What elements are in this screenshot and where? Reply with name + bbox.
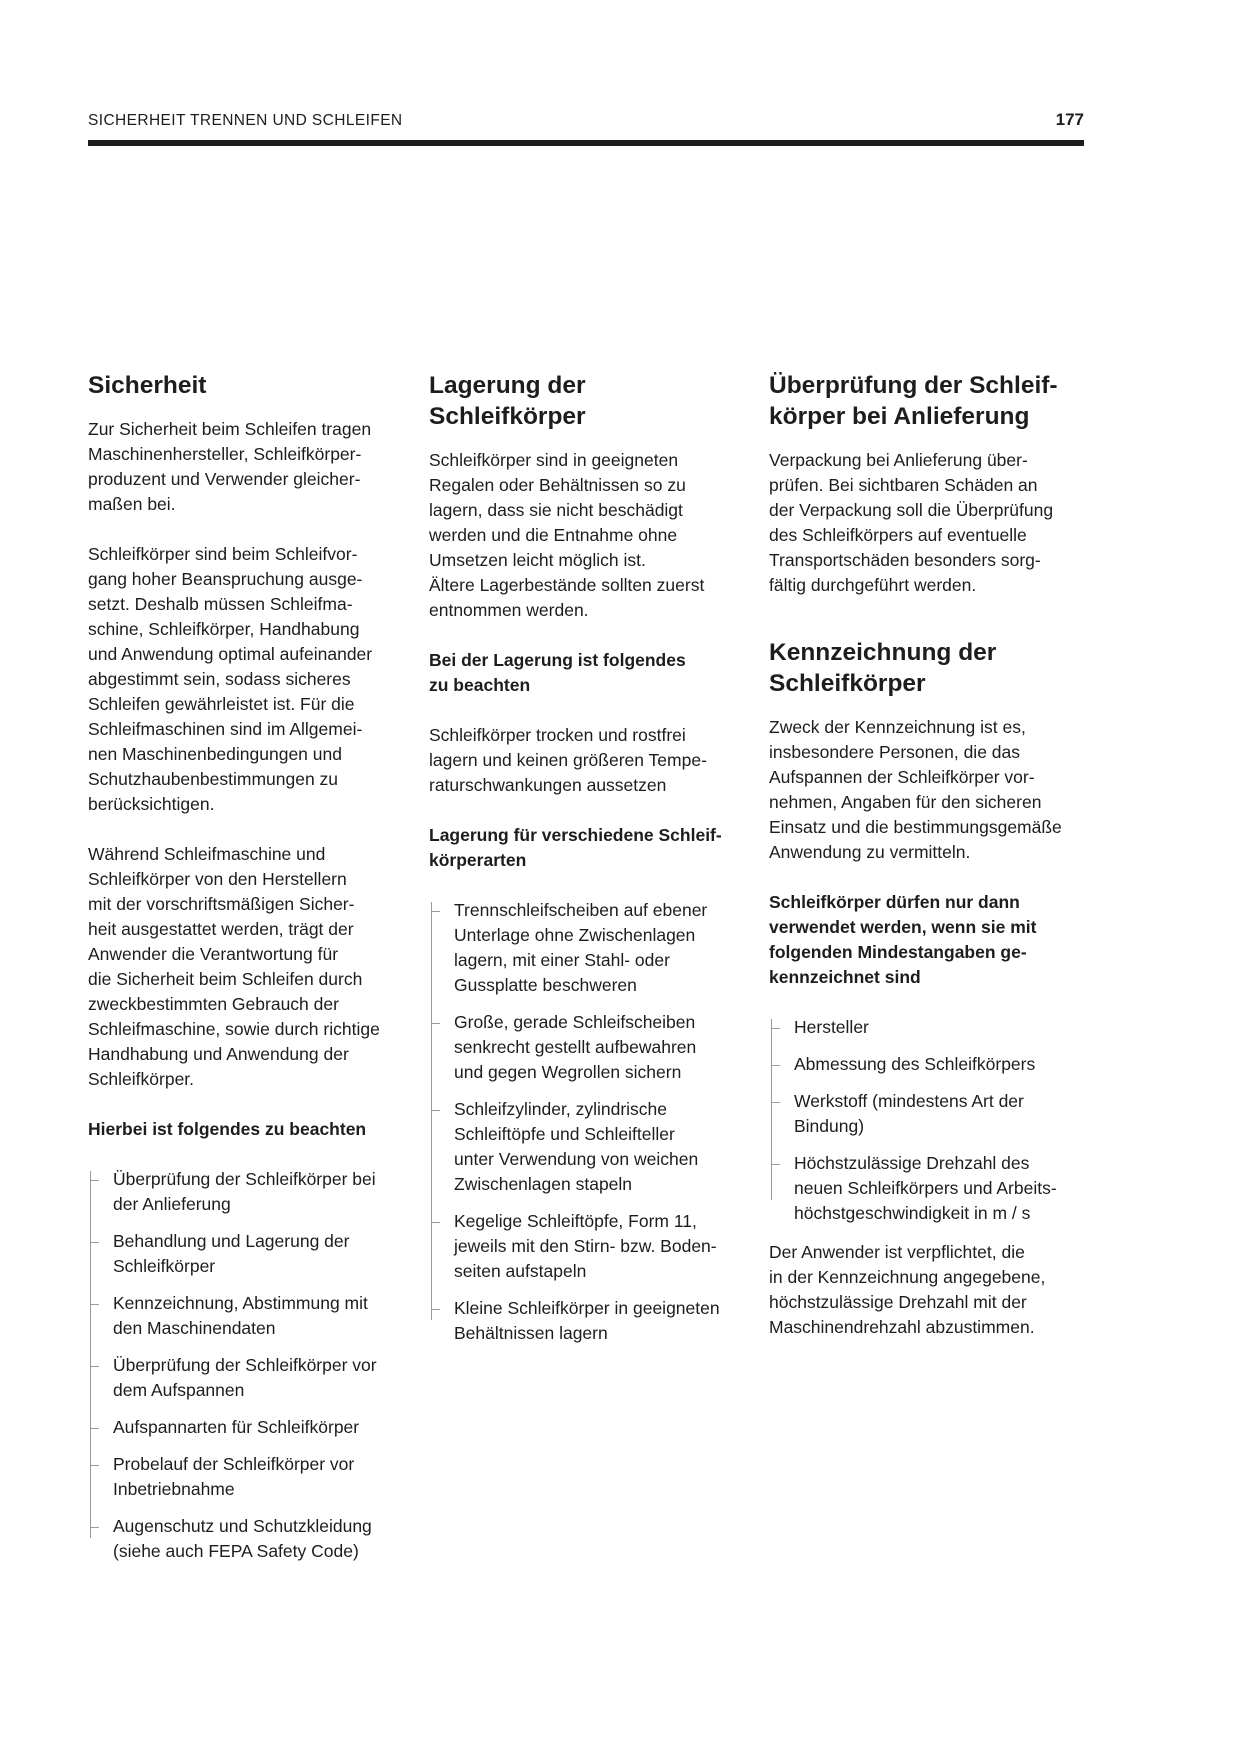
column-sicherheit [88,370,408,1578]
bullet-list-storage [429,898,744,1346]
column-ueberpruefung [769,370,1089,1365]
paragraph: Zweck der Kennzeichnung ist es, insbesondere Personen, die das Aufspannen der Schleifkörper vor- nehmen, Angaben für den sicheren Einsatz und die bestimmungsgemäße Anwendung zu vermitteln. [769,717,1062,862]
subheading: Schleifkörper dürfen nur dann verwendet werden, wenn sie mit folgenden Mindestangaben ge- kennzeichnet sind [769,892,1037,987]
section-heading-lagerung: Lagerung der Schleifkörper [429,372,586,430]
list-item: Überprüfung der Schleifkörper bei der Anlieferung [113,1167,408,1217]
paragraph: Schleifkörper sind beim Schleifvor- gang hoher Beanspruchung ausge- setzt. Deshalb müssen Schleifma- schine, Schleifkörper, Handhabung und Anwendung optimal aufeinander abgestimmt sein, sodass sicheres Schleifen gewährleistet ist. Für die Schleifmaschinen sind im Allgemei- nen Maschinenbedingungen und Schutzhaubenbestimmungen zu berücksichtigen. [88,544,373,814]
header-rule [88,140,1084,146]
subheading: Hierbei ist folgendes zu beachten [88,1119,367,1139]
page-number: 177 [1055,110,1084,129]
subheading: Bei der Lagerung ist folgendes zu beachten [429,650,686,695]
column-lagerung [429,370,744,1360]
list-item: Überprüfung der Schleifkörper vor dem Aufspannen [113,1353,408,1403]
section-heading-kennzeichnung: Kennzeichnung der Schleifkörper [769,639,997,697]
list-item: Kleine Schleifkörper in geeigneten Behältnissen lagern [454,1296,744,1346]
list-item: Schleifzylinder, zylindrische Schleiftöpfe und Schleifteller unter Verwendung von weichen Zwischenlagen stapeln [454,1097,744,1197]
paragraph: Schleifkörper sind in geeigneten Regalen oder Behältnissen so zu lagern, dass sie nicht beschädigt werden und die Entnahme ohne Umsetzen leicht möglich ist. Ältere Lagerbestände sollten zuerst entnommen werden. [429,450,705,620]
list-item: Kegelige Schleiftöpfe, Form 11, jeweils mit den Stirn- bzw. Boden- seiten aufstapeln [454,1209,744,1284]
list-item: Kennzeichnung, Abstimmung mit den Maschinendaten [113,1291,408,1341]
bullet-list-safety [88,1167,408,1564]
paragraph: Zur Sicherheit beim Schleifen tragen Maschinenhersteller, Schleifkörper- produzent und Verwender gleicher- maßen bei. [88,419,372,514]
list-item: Werkstoff (mindestens Art der Bindung) [794,1089,1089,1139]
paragraph: Während Schleifmaschine und Schleifkörper von den Herstellern mit der vorschriftsmäßigen Sicher- heit ausgestattet werden, trägt der Anwender die Verantwortung für die Sicherheit beim Schleifen durch zweckbestimmten Gebrauch der Schleifmaschine, sowie durch richtige Handhabung und Anwendung der Schleifkörper. [88,844,380,1089]
bullet-list-marking [769,1015,1089,1226]
section-heading-sicherheit: Sicherheit [88,372,207,399]
list-item: Behandlung und Lagerung der Schleifkörper [113,1229,408,1279]
list-item: Abmessung des Schleifkörpers [794,1052,1089,1077]
section-heading-ueberpruefung: Überprüfung der Schleif- körper bei Anlieferung [769,372,1058,430]
paragraph: Verpackung bei Anlieferung über- prüfen. Bei sichtbaren Schäden an der Verpackung soll die Überprüfung des Schleifkörpers auf eventuelle Transportschäden besonders sorg- fältig durchgeführt werden. [769,450,1054,595]
running-header-title: SICHERHEIT TRENNEN UND SCHLEIFEN [88,112,403,129]
list-item: Große, gerade Schleifscheiben senkrecht gestellt aufbewahren und gegen Wegrollen sichern [454,1010,744,1085]
list-item: Trennschleifscheiben auf ebener Unterlage ohne Zwischenlagen lagern, mit einer Stahl- oder Gussplatte beschweren [454,898,744,998]
list-item: Augenschutz und Schutzkleidung (siehe auch FEPA Safety Code) [113,1514,408,1564]
list-item: Aufspannarten für Schleifkörper [113,1415,408,1440]
paragraph: Schleifkörper trocken und rostfrei lagern und keinen größeren Tempe- raturschwankungen aussetzen [429,725,707,795]
list-item: Hersteller [794,1015,1089,1040]
paragraph: Der Anwender ist verpflichtet, die in der Kennzeichnung angegebene, höchstzulässige Drehzahl mit der Maschinendrehzahl abzustimmen. [769,1242,1046,1337]
list-item: Probelauf der Schleifkörper vor Inbetriebnahme [113,1452,408,1502]
list-item: Höchstzulässige Drehzahl des neuen Schleifkörpers und Arbeits- höchstgeschwindigkeit in m / s [794,1151,1089,1226]
subheading: Lagerung für verschiedene Schleif- körperarten [429,825,722,870]
running-header [88,110,1084,134]
